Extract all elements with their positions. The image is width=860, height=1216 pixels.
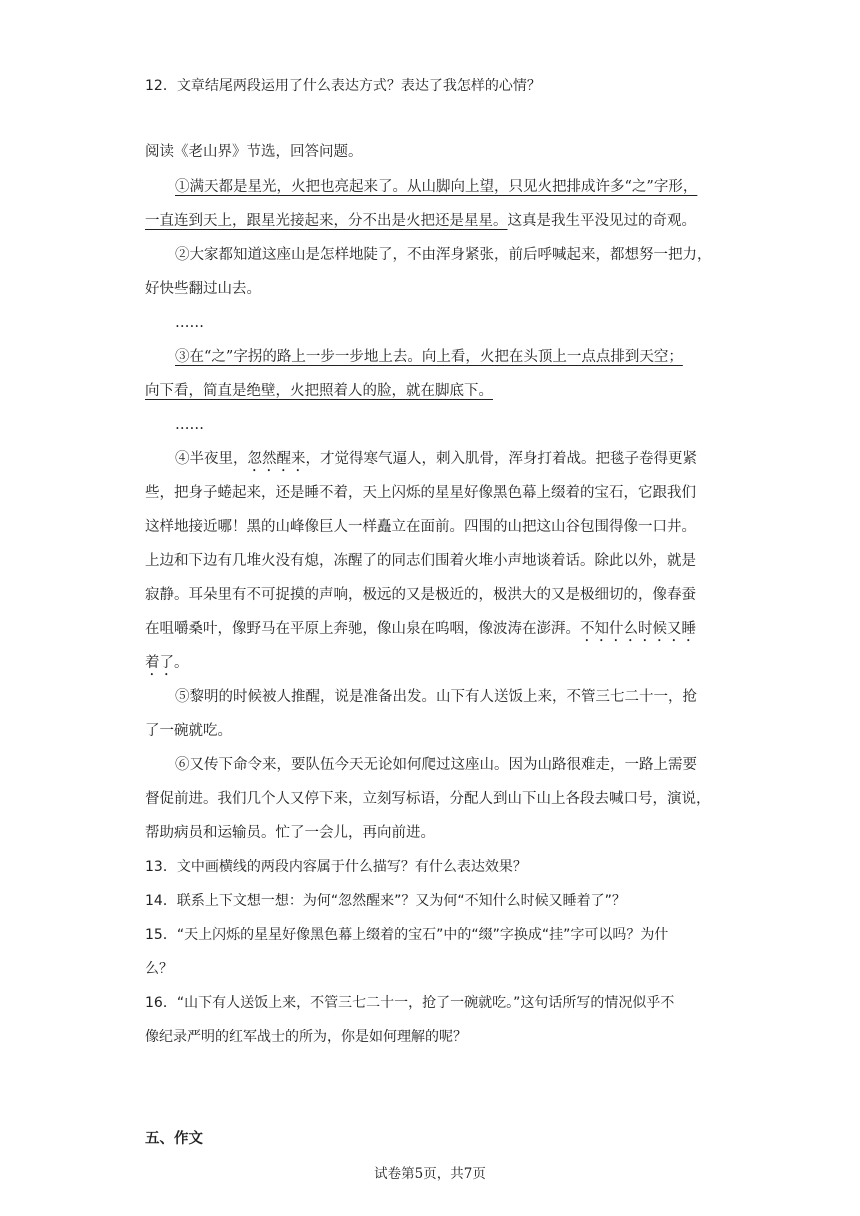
- paragraph-4-line-3: 这样地接近哪！黑的山峰像巨人一样矗立在面前。四围的山把这山谷包围得像一口井。: [145, 519, 696, 535]
- question-16-line-1: 16．“山下有人送饭上来，不管三七二十一，抢了一碗就吃。”这句话所写的情况似乎不: [145, 995, 675, 1011]
- paragraph-text: ④半夜里，: [175, 451, 248, 467]
- question-14: 14．联系上下文想一想：为何“忽然醒来”？又为何“不知什么时候又睡着了”？: [145, 893, 626, 909]
- reading-intro: 阅读《老山界》节选，回答问题。: [145, 144, 363, 160]
- paragraph-3-line-1: [175, 347, 683, 367]
- paragraph-1-line-2: [145, 211, 696, 231]
- underlined-text: ③在“之”字拐的路上一步一步地上去。向上看，火把在头顶上一点点排到天空；: [175, 349, 683, 365]
- paragraph-5-line-2: 了一碗就吃。: [145, 723, 232, 739]
- paragraph-4-line-7: [145, 653, 189, 679]
- ellipsis: ……: [175, 315, 204, 331]
- question-15-line-2: 么？: [145, 961, 173, 977]
- paragraph-text: ，才觉得寒气逼人，刺入肌骨，浑身打着战。把毯子卷得更紧: [305, 451, 697, 467]
- paragraph-4-line-2: 些，把身子蜷起来，还是睡不着，天上闪烁的星星好像黑色幕上缀着的宝石，它跟我们: [145, 485, 696, 501]
- paragraph-2-line-1: ②大家都知道这座山是怎样地陡了，不由浑身紧张，前后呼喊起来，都想努一把力，: [175, 247, 712, 263]
- paragraph-text: 在咀嚼桑叶，像野马在平原上奔驰，像山泉在呜咽，像波涛在澎湃。: [145, 621, 580, 637]
- underlined-text: ①满天都是星光，火把也亮起来了。从山脚向上望，只见火把排成许多“之”字形，: [175, 179, 698, 195]
- paragraph-6-line-3: 帮助病员和运输员。忙了一会儿，再向前进。: [145, 825, 435, 841]
- underlined-text: 一直连到天上，跟星光接起来，分不出是火把还是星星。: [145, 213, 508, 229]
- underlined-text: 向下看，简直是绝壁，火把照着人的脸，就在脚底下。: [145, 383, 493, 399]
- paragraph-6-line-2: 督促前进。我们几个人又停下来，立刻写标语，分配人到山下山上各段去喊口号，演说，: [145, 791, 711, 807]
- section-heading: 五、作文: [145, 1131, 203, 1147]
- paragraph-4-line-4: 上边和下边有几堆火没有熄，冻醒了的同志们围着火堆小声地谈着话。除此以外，就是: [145, 553, 696, 569]
- ellipsis: ……: [175, 417, 204, 433]
- paragraph-2-line-2: 好快些翻过山去。: [145, 281, 261, 297]
- paragraph-5-line-1: ⑤黎明的时候被人推醒，说是准备出发。山下有人送饭上来，不管三七二十一，抢: [175, 689, 697, 705]
- paragraph-1-line-1: [175, 177, 697, 197]
- question-13: 13．文中画横线的两段内容属于什么描写？有什么表达效果？: [145, 859, 527, 875]
- emphasis-dotted-text: 着了: [145, 655, 174, 671]
- paragraph-text: 。: [174, 655, 189, 671]
- emphasis-dotted-text: 不知什么时候又睡: [580, 621, 696, 637]
- page-footer: 试卷第5页，共7页: [374, 1166, 486, 1182]
- paragraph-text: 这真是我生平没见过的奇观。: [507, 213, 696, 229]
- paragraph-6-line-1: ⑥又传下命令来，要队伍今天无论如何爬过这座山。因为山路很难走，一路上需要: [175, 757, 697, 773]
- paragraph-4-line-5: 寂静。耳朵里有不可捉摸的声响，极远的又是极近的，极洪大的又是极细切的，像春蚕: [145, 587, 696, 603]
- paragraph-3-line-2: [145, 381, 493, 401]
- question-15-line-1: 15．“天上闪烁的星星好像黑色幕上缀着的宝石”中的“缀”字换成“挂”字可以吗？为什: [145, 927, 669, 943]
- paragraph-4-line-1: [175, 449, 697, 475]
- question-12: 12．文章结尾两段运用了什么表达方式？表达了我怎样的心情？: [145, 78, 541, 94]
- emphasis-dotted-text: 忽然醒来: [247, 451, 306, 467]
- paragraph-4-line-6: [145, 619, 696, 645]
- question-16-line-2: 像纪录严明的红军战士的所为，你是如何理解的呢？: [145, 1029, 467, 1045]
